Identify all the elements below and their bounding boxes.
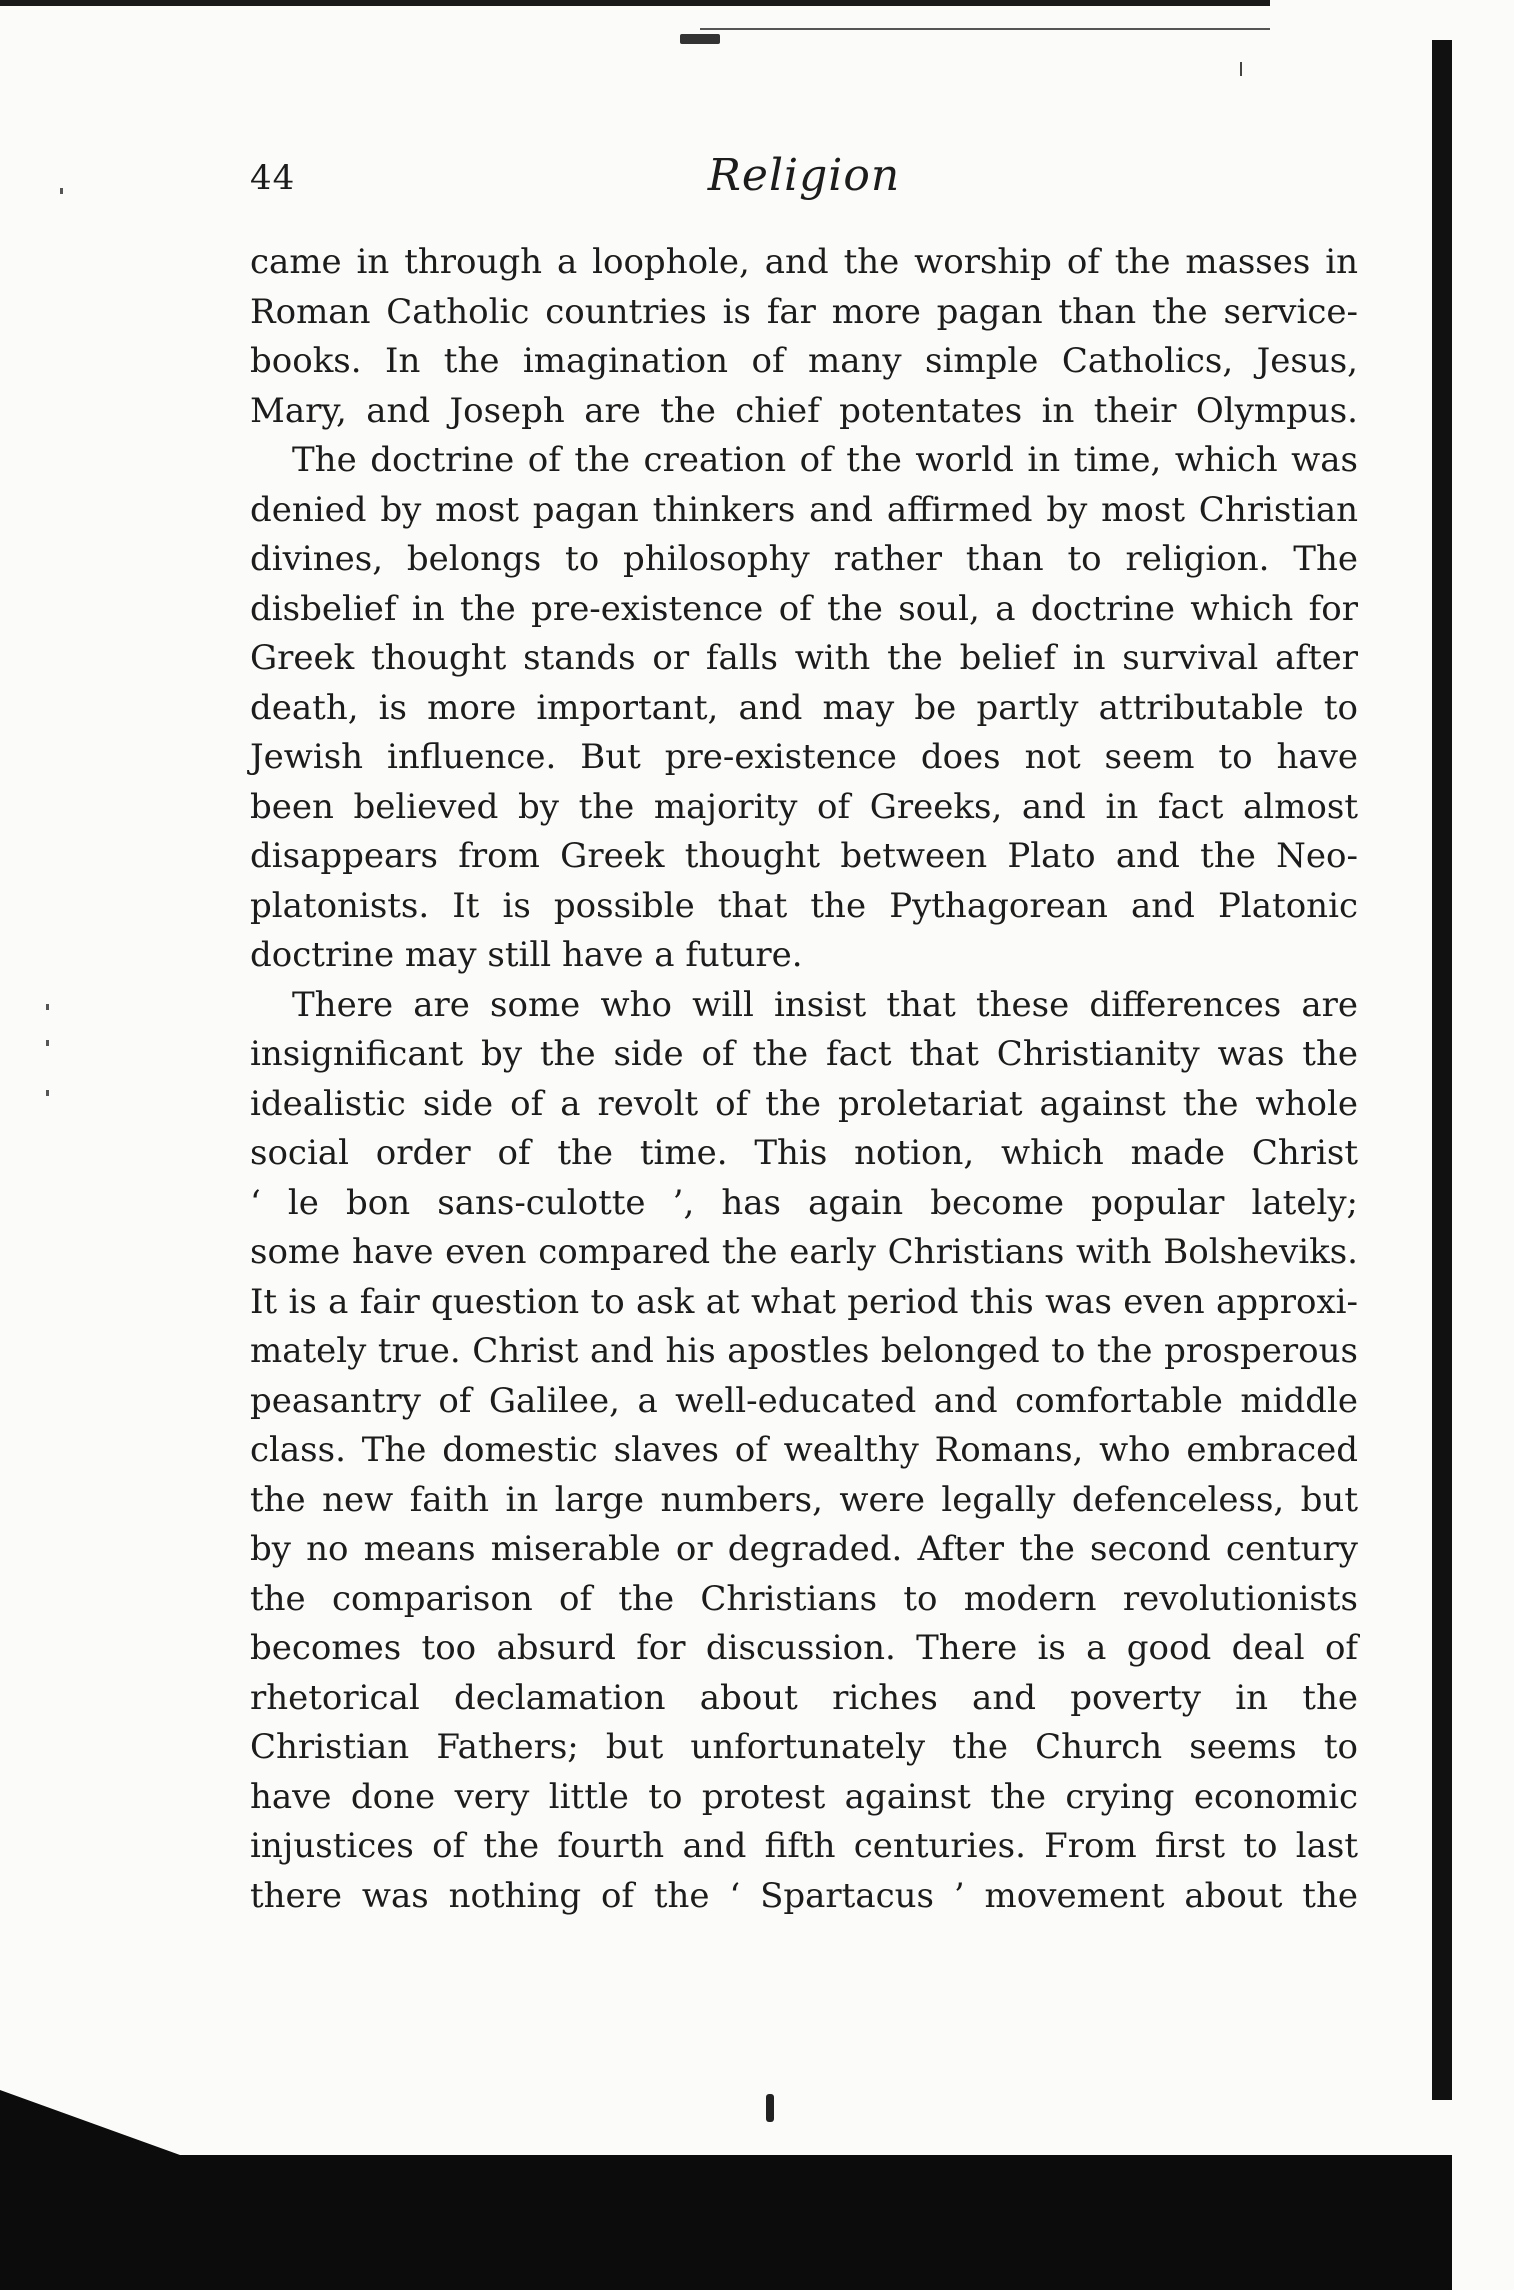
text-line: peasantry of Galilee, a well-educated and comfortable middle <box>250 1380 1358 1421</box>
text-line: ‘ le bon sans-culotte ’, has again become popular lately; <box>250 1182 1358 1223</box>
text-line: Greek thought stands or falls with the belief in survival after <box>250 638 1358 678</box>
scan-dot <box>46 1004 49 1010</box>
text-line: social order of the time. This notion, which made Christ <box>250 1133 1358 1173</box>
scan-dot <box>60 188 63 194</box>
scan-mark <box>766 2094 774 2122</box>
text-line: books. In the imagination of many simple Catholics, Jesus, <box>250 341 1358 381</box>
text-line: becomes too absurd for discussion. There is a good deal of <box>250 1628 1358 1668</box>
text-line: There are some who will insist that these differences are <box>292 984 1358 1025</box>
scan-margin-right <box>1452 40 1514 2100</box>
text-line: death, is more important, and may be partly attributable to <box>250 687 1358 728</box>
text-line: there was nothing of the ‘ Spartacus ’ movement about the <box>250 1875 1358 1916</box>
text-line: denied by most pagan thinkers and affirmed by most Christian <box>250 489 1358 530</box>
text-line: Mary, and Joseph are the chief potentates in their Olympus. <box>250 390 1358 431</box>
text-line: disbelief in the pre-existence of the soul, a doctrine which for <box>250 588 1358 629</box>
text-line: the comparison of the Christians to modern revolutionists <box>250 1578 1358 1619</box>
text-line: insignificant by the side of the fact that Christianity was the <box>250 1034 1358 1074</box>
text-line: some have even compared the early Christians with Bolsheviks. <box>250 1232 1358 1272</box>
text-line: idealistic side of a revolt of the proletariat against the whole <box>250 1083 1358 1124</box>
text-line: injustices of the fourth and fifth centuries. From first to last <box>250 1826 1358 1866</box>
text-line: platonists. It is possible that the Pythagorean and Platonic <box>250 885 1358 926</box>
text-line: by no means miserable or degraded. After the second century <box>250 1529 1358 1569</box>
text-line: disappears from Greek thought between Plato and the Neo- <box>250 836 1358 876</box>
text-line: rhetorical declamation about riches and poverty in the <box>250 1677 1358 1718</box>
paragraph <box>250 436 1358 981</box>
scan-edge-top <box>0 0 1270 6</box>
text-line: the new faith in large numbers, were legally defenceless, but <box>250 1479 1358 1520</box>
paragraph <box>250 238 1358 436</box>
text-line: It is a fair question to ask at what period this was even approxi- <box>250 1281 1358 1322</box>
scan-edge-bottom <box>0 2155 1452 2290</box>
text-line: been believed by the majority of Greeks, and in fact almost <box>250 786 1358 827</box>
text-line: came in through a loophole, and the worship of the masses in <box>250 242 1358 282</box>
text-line: Roman Catholic countries is far more pagan than the service- <box>250 291 1358 332</box>
text-line: divines, belongs to philosophy rather than to religion. The <box>250 539 1358 579</box>
scan-smudge <box>680 34 720 44</box>
text-line: class. The domestic slaves of wealthy Romans, who embraced <box>250 1430 1358 1470</box>
text-line: Jewish influence. But pre-existence does not seem to have <box>250 737 1358 777</box>
text-line: have done very little to protest against the crying economic <box>250 1776 1358 1817</box>
text-line: mately true. Christ and his apostles belonged to the prosperous <box>250 1331 1358 1371</box>
scan-mark <box>1240 62 1242 76</box>
body-text <box>250 238 1358 1921</box>
text-line: The doctrine of the creation of the world in time, which was <box>292 440 1358 480</box>
page-number: 44 <box>250 158 296 198</box>
running-title: Religion <box>707 150 901 201</box>
scan-edge-right <box>1432 40 1452 2100</box>
scan-edge-bottom-wedge <box>0 2090 180 2155</box>
text-line: doctrine may still have a future. <box>250 935 803 975</box>
text-line: Christian Fathers; but unfortunately the Church seems to <box>250 1727 1358 1767</box>
page-header <box>250 150 1358 210</box>
scan-dot <box>46 1040 49 1046</box>
scan-rule <box>700 28 1270 30</box>
scan-dot <box>46 1090 49 1096</box>
paragraph <box>250 981 1358 1922</box>
